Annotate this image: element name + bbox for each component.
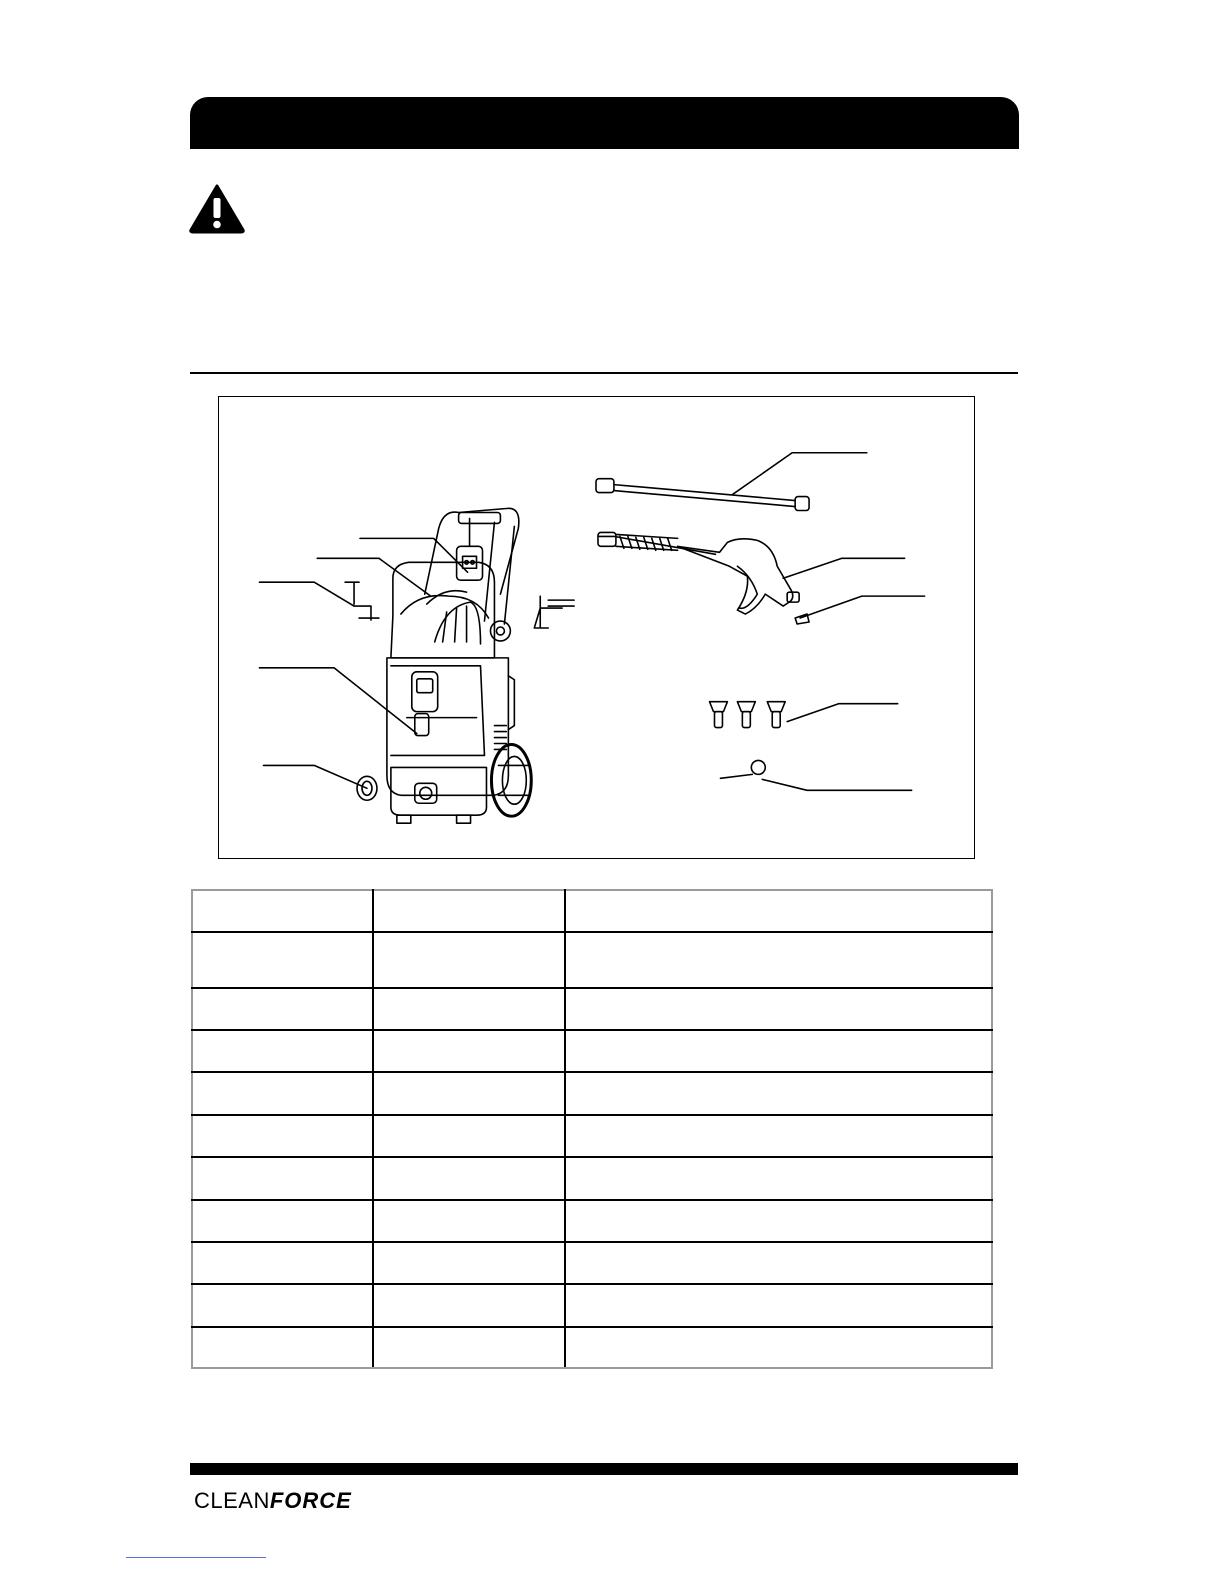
table-cell: [192, 1157, 373, 1199]
table-cell: [565, 1115, 992, 1157]
table-cell: [192, 1200, 373, 1242]
table-row: [192, 932, 992, 987]
table-cell: [373, 1284, 565, 1326]
table-cell: [373, 1327, 565, 1368]
table-row: [192, 1115, 992, 1157]
table-row: [192, 1242, 992, 1284]
table-cell: [565, 1072, 992, 1114]
table-cell: [373, 1072, 565, 1114]
table-cell: [373, 1115, 565, 1157]
warning-triangle-icon: [189, 184, 245, 234]
table-cell: [192, 932, 373, 987]
table-cell: [373, 1242, 565, 1284]
table-cell: [192, 1072, 373, 1114]
table-row: [192, 890, 992, 932]
table-cell: [565, 1327, 992, 1368]
table-cell: [565, 890, 992, 932]
table-row: [192, 1072, 992, 1114]
brand-name-bold: FORCE: [269, 1488, 352, 1513]
table-cell: [192, 1284, 373, 1326]
brand-logo: [194, 1488, 352, 1514]
table-cell: [192, 1242, 373, 1284]
table-cell: [565, 1030, 992, 1072]
table-cell: [373, 932, 565, 987]
pressure-washer-illustration: [219, 397, 974, 858]
table-cell: [192, 1030, 373, 1072]
table-row: [192, 1157, 992, 1199]
table-cell: [373, 1200, 565, 1242]
table-cell: [373, 988, 565, 1030]
section-divider: [190, 372, 1018, 374]
table-cell: [565, 1242, 992, 1284]
table-cell: [565, 932, 992, 987]
table-cell: [192, 890, 373, 932]
table-cell: [192, 1115, 373, 1157]
table-row: [192, 988, 992, 1030]
table-cell: [565, 988, 992, 1030]
table-row: [192, 1327, 992, 1368]
section-header-bar: [190, 97, 1019, 149]
table-cell: [192, 1327, 373, 1368]
table-row: [192, 1284, 992, 1326]
table-cell: [373, 1157, 565, 1199]
parts-diagram: [218, 396, 975, 859]
table-row: [192, 1030, 992, 1072]
footer-bar: [190, 1463, 1018, 1475]
table-cell: [565, 1200, 992, 1242]
parts-table: [191, 889, 993, 1369]
table-cell: [565, 1284, 992, 1326]
brand-name-light: CLEAN: [194, 1488, 270, 1513]
table-cell: [373, 1030, 565, 1072]
page-link-underline: [126, 1557, 266, 1558]
table-cell: [192, 988, 373, 1030]
table-cell: [373, 890, 565, 932]
table-cell: [565, 1157, 992, 1199]
table-row: [192, 1200, 992, 1242]
